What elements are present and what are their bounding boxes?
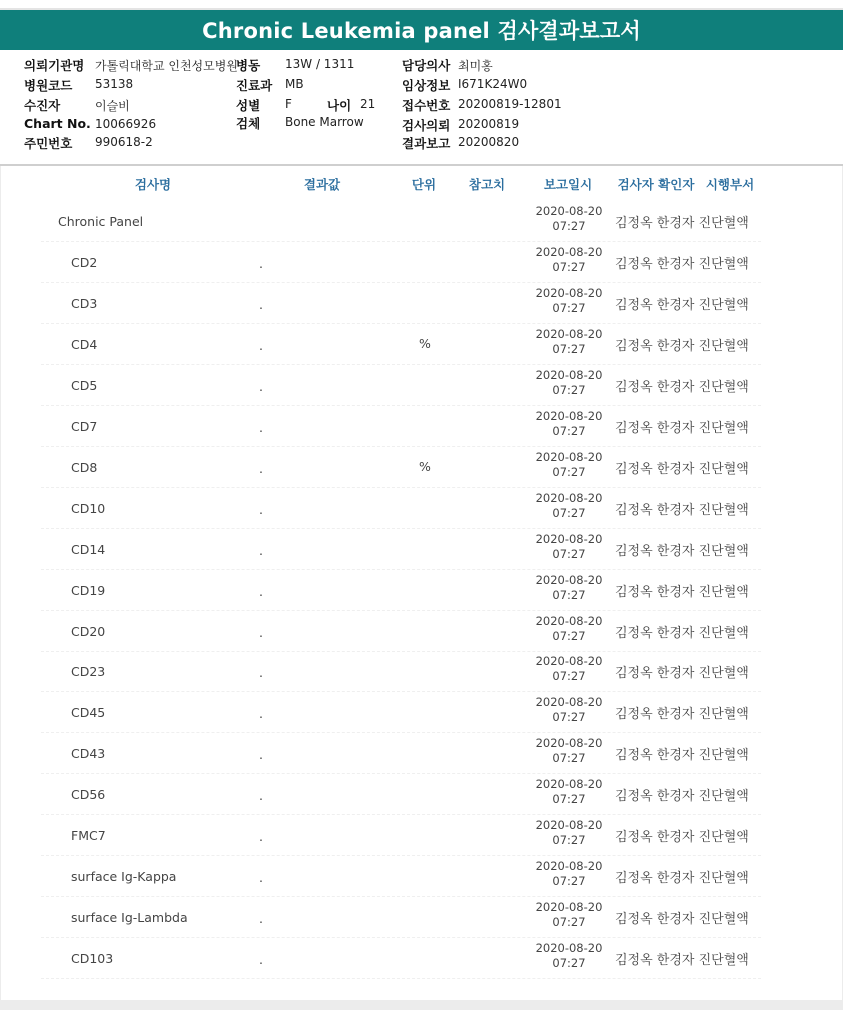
result-cell: . bbox=[259, 870, 263, 886]
report-title-bar bbox=[0, 8, 843, 50]
table-row bbox=[41, 938, 761, 979]
test-name-cell: CD8 bbox=[71, 459, 98, 475]
table-row bbox=[41, 733, 761, 774]
hospital-code-label: 병원코드 bbox=[24, 78, 73, 93]
report-time-cell bbox=[534, 286, 604, 316]
report-clock-time: 07:27 bbox=[552, 751, 586, 766]
result-cell: . bbox=[259, 296, 263, 312]
report-time-cell bbox=[534, 736, 604, 766]
receipt-value: 20200819-12801 bbox=[458, 97, 562, 111]
header-checker: 검사자 확인자 bbox=[617, 177, 695, 192]
report-time-cell bbox=[534, 573, 604, 603]
report-date: 2020-08-20 bbox=[535, 736, 603, 751]
header-dept: 시행부서 bbox=[705, 177, 755, 192]
test-name-cell: CD56 bbox=[71, 787, 106, 803]
report-date: 2020-08-20 bbox=[535, 818, 603, 833]
result-cell: . bbox=[259, 255, 263, 271]
dept-label: 진료과 bbox=[236, 78, 273, 93]
staff-cell: 김정옥 한경자 진단혈액 bbox=[615, 216, 749, 231]
result-cell: . bbox=[259, 624, 263, 640]
report-date: 2020-08-20 bbox=[535, 531, 603, 546]
table-row bbox=[41, 815, 761, 856]
result-cell: . bbox=[259, 952, 263, 968]
report-date: 2020-08-20 bbox=[535, 900, 603, 915]
staff-cell: 김정옥 한경자 진단혈액 bbox=[615, 420, 749, 436]
result-cell: . bbox=[259, 829, 263, 845]
institution-label: 의뢰기관명 bbox=[24, 58, 85, 73]
table-row bbox=[41, 692, 761, 733]
staff-cell: 김정옥 한경자 진단혈액 bbox=[615, 338, 749, 354]
table-row bbox=[41, 651, 761, 692]
report-date: 2020-08-20 bbox=[535, 326, 603, 341]
request-label: 검사의뢰 bbox=[402, 118, 451, 133]
hospital-code-value: 53138 bbox=[95, 77, 134, 91]
result-cell: . bbox=[259, 337, 263, 353]
staff-cell: 김정옥 한경자 진단혈액 bbox=[615, 461, 749, 477]
report-clock-time: 07:27 bbox=[552, 259, 586, 274]
report-clock-time: 07:27 bbox=[552, 956, 586, 971]
report-clock-time: 07:27 bbox=[552, 464, 586, 479]
rrn-value: 990618-2 bbox=[95, 135, 153, 149]
result-cell: . bbox=[259, 378, 263, 394]
bottom-bar bbox=[0, 1000, 843, 1010]
report-date: 2020-08-20 bbox=[535, 613, 603, 628]
report-clock-time: 07:27 bbox=[552, 219, 586, 233]
age-value: 21 bbox=[360, 97, 376, 111]
report-date: 2020-08-20 bbox=[535, 572, 603, 587]
report-clock-time: 07:27 bbox=[552, 587, 586, 602]
report-time-cell bbox=[534, 491, 604, 521]
ward-value: 13W / 1311 bbox=[285, 57, 355, 71]
report-clock-time: 07:27 bbox=[552, 505, 586, 520]
doctor-label: 담당의사 bbox=[402, 58, 451, 73]
clinical-value: I671K24W0 bbox=[458, 77, 528, 91]
sex-value: F bbox=[285, 97, 292, 111]
staff-cell: 김정옥 한경자 진단혈액 bbox=[615, 379, 749, 395]
header-report-time: 보고일시 bbox=[543, 177, 593, 192]
test-name-cell: CD4 bbox=[71, 336, 98, 352]
report-time-cell bbox=[534, 450, 604, 480]
institution-value: 가톨릭대학교 인천성모병원 bbox=[95, 59, 238, 73]
report-time-cell bbox=[534, 777, 604, 807]
result-cell: . bbox=[259, 747, 263, 763]
sex-label: 성별 bbox=[236, 98, 261, 113]
report-clock-time: 07:27 bbox=[552, 792, 586, 807]
table-row bbox=[41, 570, 761, 611]
specimen-label: 검체 bbox=[236, 116, 261, 131]
staff-cell: 김정옥 한경자 진단혈액 bbox=[615, 666, 749, 682]
report-date: 2020-08-20 bbox=[535, 367, 603, 382]
table-row bbox=[41, 283, 761, 324]
chart-no-label: Chart No. bbox=[24, 116, 91, 131]
result-cell: . bbox=[259, 583, 263, 599]
table-row bbox=[41, 774, 761, 815]
staff-cell: 김정옥 한경자 진단혈액 bbox=[615, 871, 749, 887]
result-cell: . bbox=[259, 419, 263, 435]
report-time-cell bbox=[534, 409, 604, 439]
report-clock-time: 07:27 bbox=[552, 833, 586, 848]
table-row bbox=[41, 406, 761, 447]
report-time-cell bbox=[534, 654, 604, 684]
result-cell: . bbox=[259, 911, 263, 927]
header-unit: 단위 bbox=[411, 177, 437, 192]
staff-cell: 김정옥 한경자 진단혈액 bbox=[615, 953, 749, 969]
staff-cell: 김정옥 한경자 진단혈액 bbox=[615, 256, 749, 272]
dept-value: MB bbox=[285, 77, 304, 91]
report-date: 2020-08-20 bbox=[535, 408, 603, 423]
report-time-cell bbox=[534, 818, 604, 848]
report-time-cell bbox=[534, 532, 604, 562]
report-clock-time: 07:27 bbox=[552, 710, 586, 725]
table-row bbox=[41, 242, 761, 283]
unit-cell: % bbox=[419, 335, 431, 351]
patient-info-section bbox=[0, 56, 843, 160]
staff-cell: 김정옥 한경자 진단혈액 bbox=[615, 748, 749, 764]
report-clock-time: 07:27 bbox=[552, 915, 586, 930]
report-date: 2020-08-20 bbox=[535, 777, 603, 792]
chart-no-value: 10066926 bbox=[95, 117, 157, 131]
report-title: Chronic Leukemia panel 검사결과보고서 bbox=[202, 19, 641, 43]
table-header bbox=[1, 166, 843, 200]
report-time-cell bbox=[534, 245, 604, 275]
result-cell: . bbox=[259, 788, 263, 804]
staff-cell: 김정옥 한경자 진단혈액 bbox=[615, 789, 749, 805]
test-name-cell: CD20 bbox=[71, 623, 106, 639]
staff-cell: 김정옥 한경자 진단혈액 bbox=[615, 625, 749, 641]
patient-value: 이슬비 bbox=[95, 99, 130, 113]
rrn-label: 주민번호 bbox=[24, 136, 73, 151]
results-table bbox=[0, 166, 843, 1000]
report-clock-time: 07:27 bbox=[552, 423, 586, 438]
request-value: 20200819 bbox=[458, 117, 520, 131]
receipt-label: 접수번호 bbox=[402, 98, 451, 113]
staff-cell: 김정옥 한경자 진단혈액 bbox=[615, 912, 749, 928]
report-clock-time: 07:27 bbox=[552, 628, 586, 643]
test-name-cell: FMC7 bbox=[71, 828, 106, 844]
report-date: 2020-08-20 bbox=[535, 285, 603, 300]
specimen-value: Bone Marrow bbox=[285, 115, 364, 129]
report-clock-time: 07:27 bbox=[552, 300, 586, 315]
report-date: 2020-08-20 bbox=[535, 490, 603, 505]
doctor-value: 최미홍 bbox=[458, 59, 493, 73]
report-time-cell bbox=[534, 614, 604, 644]
header-test-name: 검사명 bbox=[134, 177, 172, 192]
staff-cell: 김정옥 한경자 진단혈액 bbox=[615, 830, 749, 846]
report-clock-time: 07:27 bbox=[552, 546, 586, 561]
header-reference: 참고치 bbox=[468, 177, 506, 192]
table-row bbox=[41, 447, 761, 488]
staff-cell: 김정옥 한경자 진단혈액 bbox=[615, 707, 749, 723]
test-name-cell: Chronic Panel bbox=[58, 214, 144, 229]
report-time-cell bbox=[534, 941, 604, 971]
table-row bbox=[41, 611, 761, 652]
test-name-cell: CD43 bbox=[71, 746, 106, 762]
test-name-cell: CD3 bbox=[71, 295, 98, 311]
table-row bbox=[41, 897, 761, 938]
test-name-cell: CD14 bbox=[71, 541, 106, 557]
report-date: 2020-08-20 bbox=[535, 244, 603, 259]
table-row bbox=[41, 529, 761, 570]
staff-cell: 김정옥 한경자 진단혈액 bbox=[615, 584, 749, 600]
report-date-value: 20200820 bbox=[458, 135, 520, 149]
report-clock-time: 07:27 bbox=[552, 669, 586, 684]
report-time-cell bbox=[534, 900, 604, 930]
report-date: 2020-08-20 bbox=[535, 859, 603, 874]
report-date: 2020-08-20 bbox=[535, 695, 603, 710]
report-time-cell bbox=[534, 368, 604, 398]
test-name-cell: CD10 bbox=[71, 500, 106, 516]
staff-cell: 김정옥 한경자 진단혈액 bbox=[615, 297, 749, 313]
report-time-cell bbox=[534, 204, 604, 234]
test-name-cell: CD103 bbox=[71, 951, 114, 967]
report-time-cell bbox=[534, 327, 604, 357]
table-row bbox=[41, 201, 761, 242]
result-cell: . bbox=[259, 706, 263, 722]
report-date-label: 결과보고 bbox=[402, 136, 451, 151]
result-cell: . bbox=[259, 460, 263, 476]
test-name-cell: CD45 bbox=[71, 705, 106, 721]
report-clock-time: 07:27 bbox=[552, 341, 586, 356]
test-name-cell: CD5 bbox=[71, 377, 98, 393]
report-date: 2020-08-20 bbox=[535, 449, 603, 464]
table-row bbox=[41, 856, 761, 897]
test-name-cell: CD2 bbox=[71, 254, 98, 270]
staff-cell: 김정옥 한경자 진단혈액 bbox=[615, 502, 749, 518]
report-clock-time: 07:27 bbox=[552, 874, 586, 889]
result-cell: . bbox=[259, 665, 263, 681]
report-time-cell bbox=[534, 859, 604, 889]
report-time-cell bbox=[534, 695, 604, 725]
staff-cell: 김정옥 한경자 진단혈액 bbox=[615, 543, 749, 559]
report-date: 2020-08-20 bbox=[535, 204, 603, 218]
unit-cell: % bbox=[419, 458, 431, 474]
table-row bbox=[41, 488, 761, 529]
report-clock-time: 07:27 bbox=[552, 382, 586, 397]
test-name-cell: CD19 bbox=[71, 582, 106, 598]
table-row bbox=[41, 365, 761, 406]
age-label: 나이 bbox=[327, 98, 352, 113]
test-name-cell: CD7 bbox=[71, 418, 98, 434]
clinical-label: 임상정보 bbox=[402, 78, 451, 93]
test-name-cell: CD23 bbox=[71, 664, 106, 680]
test-name-cell: surface Ig-Lambda bbox=[71, 910, 188, 926]
table-row bbox=[41, 324, 761, 365]
report-date: 2020-08-20 bbox=[535, 941, 603, 956]
test-name-cell: surface Ig-Kappa bbox=[71, 869, 177, 885]
ward-label: 병동 bbox=[236, 58, 261, 73]
patient-label: 수진자 bbox=[24, 98, 61, 113]
result-cell: . bbox=[259, 501, 263, 517]
report-date: 2020-08-20 bbox=[535, 654, 603, 669]
header-result: 결과값 bbox=[303, 177, 341, 192]
result-cell: . bbox=[259, 542, 263, 558]
